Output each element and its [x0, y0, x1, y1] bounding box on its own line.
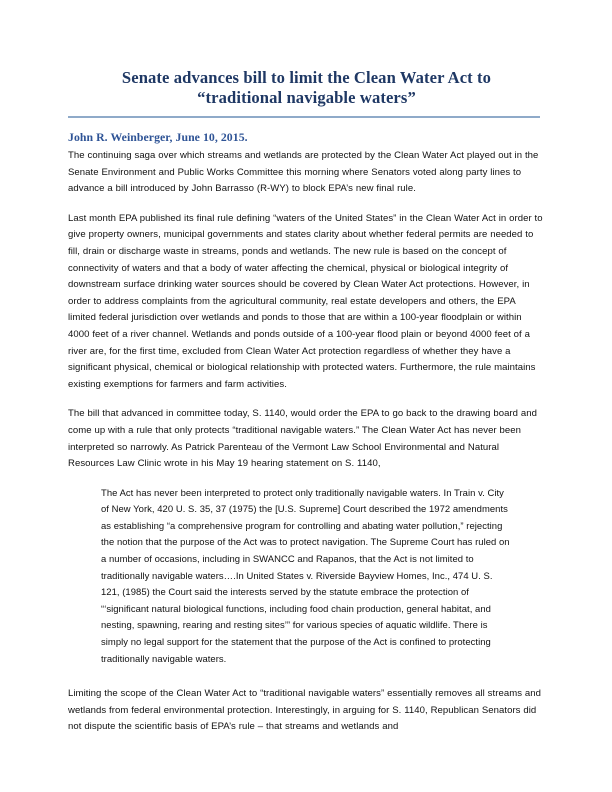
page-title-line-1: Senate advances bill to limit the Clean Water Act to [121, 68, 492, 87]
title-divider-rule [68, 116, 540, 118]
body-paragraph-3: The bill that advanced in committee today, S. 1140, would order the EPA to go back to the drawing board and come up with a rule that only protects “traditional navigable waters.” The Clean Water Act has never been interpreted so narrowly. As Patrick Parenteau of the Vermont Law School Environmental and Natural Resources Law Clinic wrote in his May 19 hearing statement on S. 1140, [68, 408, 538, 470]
body-paragraph-closing: Limiting the scope of the Clean Water Act to “traditional navigable waters” essentially removes all streams and wetlands from federal environmental protection. Interestingly, in arguing for S. 1140, Republican Senators did not dispute the scientific basis of EPA’s rule – that streams and wetlands and [68, 688, 542, 733]
body-paragraph-2: Last month EPA published its final rule defining “waters of the United States” in the Clean Water Act in order to give property owners, municipal governments and states clarity about whether federal permits are needed to fill, drain or discharge waste in streams, ponds and wetlands. The new rule is based on the concept of connectivity of waters and that a body of water affecting the chemical, physical or biological integrity of downstream surface drinking water sources should be covered by Clean Water Act protections. However, in order to address complaints from the agricultural community, real estate developers and others, the EPA limited federal jurisdiction over wetlands and ponds to those that are within a 100-year floodplain or within 4000 feet of a river channel. Wetlands and ponds outside of a 100-year flood plain or beyond 4000 feet of a river are, for the first time, excluded from Clean Water Act protection regardless of whether they have a significant physical, chemical or biological relationship with protected waters. Furthermore, the rule maintains existing exemptions for farmers and farm activities. [68, 212, 543, 390]
page-title-line-2: “traditional navigable waters” [197, 87, 416, 107]
document-content [68, 68, 545, 749]
blockquote-text: The Act has never been interpreted to protect only traditionally navigable waters. In Train v. City of New York, 420 U. S. 35, 37 (1975) the [U.S. Supreme] Court described the 1972 amendments as establishing “a comprehensive program for controlling and abating water pollution,” rejecting the notion that the purpose of the Act was to protect navigation. The Supreme Court has ruled on a number of occasions, including in SWANCC and Rapanos, that the Act is not limited to traditionally navigable waters….In United States v. Riverside Bayview Homes, Inc., 474 U. S. 121, (1985) the Court said the interests served by the statute embrace the protection of “‘significant natural biological functions, including food chain production, general habitat, and nesting, spawning, rearing and resting sites’” for various species of aquatic wildlife. There is simply no legal support for the statement that the purpose of the Act is confined to protecting traditionally navigable waters. [101, 487, 510, 665]
page-title [68, 68, 545, 107]
blockquote [68, 486, 512, 669]
body-paragraph-1: The continuing saga over which streams and wetlands are protected by the Clean Water Act played out in the Senate Environment and Public Works Committee this morning where Senators voted along party lines to advance a bill introduced by John Barrasso (R-WY) to block EPA’s new final rule. [68, 150, 539, 195]
byline: John R. Weinberger, June 10, 2015. [68, 130, 248, 144]
